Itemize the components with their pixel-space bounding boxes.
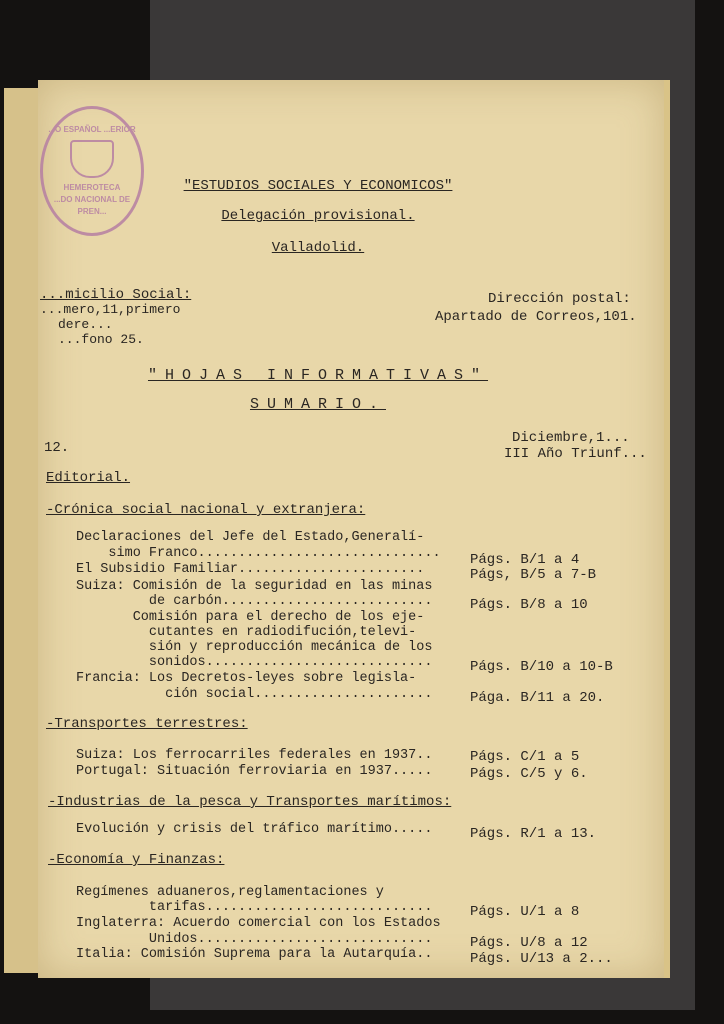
- summary-entry: Unidos.............................: [76, 932, 433, 947]
- summary-entry: Suiza: Los ferrocarriles federales en 1937..: [76, 748, 433, 763]
- stamp-bottom-text: ...DO NACIONAL DE PREN...: [53, 195, 131, 216]
- section-industrias: -Industrias de la pesca y Transportes marítimos:: [48, 794, 452, 810]
- section-transportes: -Transportes terrestres:: [46, 716, 248, 732]
- summary-entry: Comisión para el derecho de los eje-: [76, 610, 425, 625]
- entry-page-ref: Págs. C/1 a 5: [470, 749, 580, 765]
- entry-page-ref: Págs. U/13 a 2...: [470, 951, 613, 967]
- city-line: Valladolid.: [271, 240, 365, 256]
- summary-entry: Suiza: Comisión de la seguridad en las minas: [76, 579, 433, 594]
- summary-entry: El Subsidio Familiar.......................: [76, 562, 425, 577]
- stamp-top-text: ...O ESPAÑOL ...ERIOR: [48, 125, 136, 134]
- summary-entry: de carbón..........................: [76, 594, 433, 609]
- summary-entry: Inglaterra: Acuerdo comercial con los Estados: [76, 916, 441, 931]
- stamp-mid-text: HEMEROTECA: [63, 183, 121, 192]
- entry-page-ref: Págs. R/1 a 13.: [470, 826, 597, 842]
- address-right-line-2: Apartado de Correos,101.: [435, 309, 637, 325]
- summary-entry: Italia: Comisión Suprema para la Autarquía..: [76, 947, 433, 962]
- address-right-line-1: Dirección postal:: [488, 291, 631, 307]
- section-editorial: Editorial.: [46, 470, 131, 486]
- entry-page-ref: Págs. B/10 a 10-B: [470, 659, 613, 675]
- entry-page-ref: Págs. B/8 a 10: [470, 597, 588, 613]
- summary-entry: Declaraciones del Jefe del Estado,Generalí-: [76, 530, 425, 545]
- entry-page-ref: Págs. U/8 a 12: [470, 935, 588, 951]
- summary-entry: cutantes en radiodifución,televi-: [76, 625, 417, 640]
- issue-number: 12.: [44, 440, 70, 456]
- delegation-line: Delegación provisional.: [221, 208, 415, 224]
- entry-page-ref: Págs, B/5 a 7-B: [470, 567, 597, 583]
- document-subtitle: SUMARIO.: [249, 396, 386, 413]
- summary-entry: Evolución y crisis del tráfico marítimo.....: [76, 822, 433, 837]
- issue-date: Diciembre,1...: [512, 430, 630, 446]
- summary-entry: Francia: Los Decretos-leyes sobre legisla-: [76, 671, 417, 686]
- summary-entry: simo Franco..............................: [76, 546, 441, 561]
- summary-entry: sonidos............................: [76, 655, 433, 670]
- organization-name: "ESTUDIOS SOCIALES Y ECONOMICOS": [183, 178, 453, 194]
- issue-year: III Año Triunf...: [504, 446, 647, 462]
- address-left-line-3: dere...: [58, 317, 113, 332]
- summary-entry: Regímenes aduaneros,reglamentaciones y: [76, 885, 384, 900]
- document-title: "HOJAS INFORMATIVAS": [147, 367, 489, 384]
- entry-page-ref: Pága. B/11 a 20.: [470, 690, 605, 706]
- coat-of-arms-icon: [70, 140, 114, 178]
- section-economia: -Economía y Finanzas:: [48, 852, 225, 868]
- entry-page-ref: Págs. U/1 a 8: [470, 904, 580, 920]
- entry-page-ref: Págs. B/1 a 4: [470, 552, 580, 568]
- address-left-line-2: ...mero,11,primero: [40, 302, 181, 317]
- address-left-line-4: ...fono 25.: [58, 332, 144, 347]
- summary-entry: Portugal: Situación ferroviaria en 1937.....: [76, 764, 433, 779]
- summary-entry: ción social......................: [76, 687, 433, 702]
- summary-entry: tarifas............................: [76, 900, 433, 915]
- section-cronica: -Crónica social nacional y extranjera:: [46, 502, 366, 518]
- address-left-line-1: ...micilio Social:: [40, 287, 192, 303]
- entry-page-ref: Págs. C/5 y 6.: [470, 766, 588, 782]
- summary-entry: sión y reproducción mecánica de los: [76, 640, 433, 655]
- document-page: [38, 80, 670, 978]
